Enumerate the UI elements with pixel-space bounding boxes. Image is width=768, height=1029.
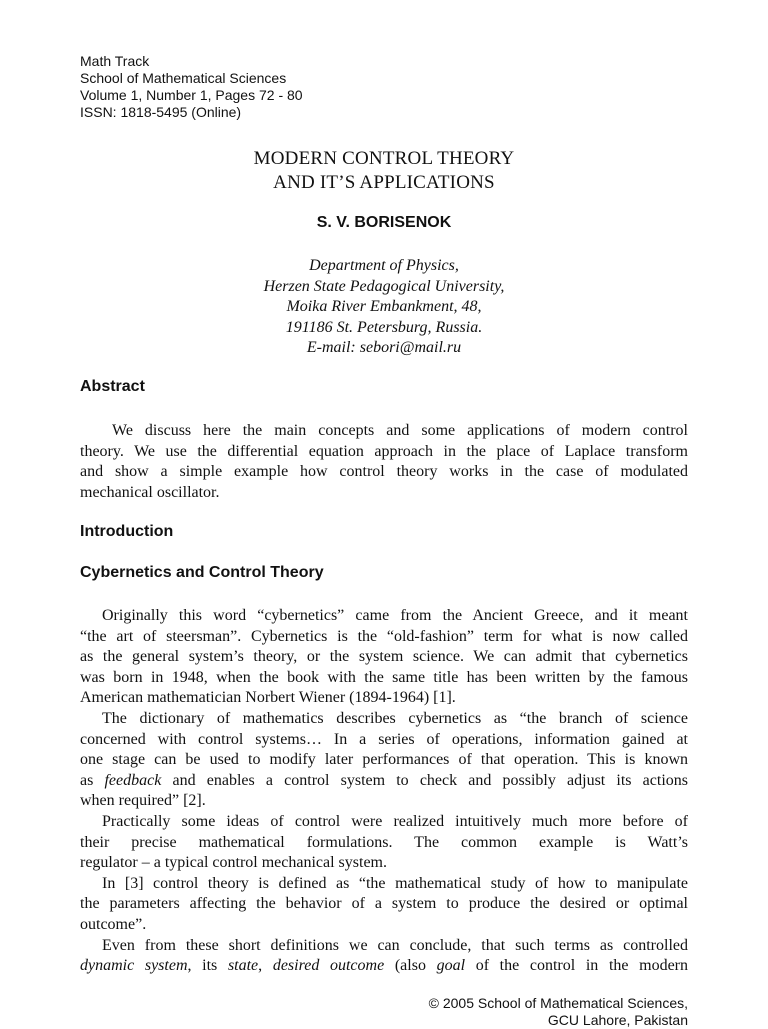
journal-header <box>80 53 303 121</box>
author-name: S. V. BORISENOK <box>316 214 452 231</box>
journal-name: Math Track <box>80 53 150 69</box>
text-run: , its <box>187 957 228 975</box>
affiliation <box>0 256 768 359</box>
body-line <box>80 771 688 792</box>
text-run: and enables a control system to check and possibly adjust its actions <box>161 771 689 789</box>
paper-title <box>0 147 768 195</box>
emphasis-feedback: feedback <box>104 771 162 789</box>
abstract-heading: Abstract <box>80 378 145 395</box>
section-body <box>80 606 688 977</box>
body-line: as the general system’s theory, or the system science. We can admit that cybernetics <box>80 648 688 666</box>
introduction-heading: Introduction <box>80 523 174 540</box>
section-heading: Cybernetics and Control Theory <box>80 564 324 581</box>
body-line: American mathematician Norbert Wiener (1894-1964) [1]. <box>80 689 456 707</box>
volume-info: Volume 1, Number 1, Pages 72 - 80 <box>80 87 303 103</box>
body-line: Practically some ideas of control were realized intuitively much more before of <box>102 812 688 830</box>
emphasis-desired-outcome: desired outcome <box>272 957 385 975</box>
abstract-line: and show a simple example how control theory works in the case of modulated <box>80 463 688 481</box>
title-line-2: AND IT’S APPLICATIONS <box>273 172 495 193</box>
issn-info: ISSN: 1818-5495 (Online) <box>80 104 242 120</box>
text-run: of the control in the modern <box>465 957 689 975</box>
abstract-line: We discuss here the main concepts and some applications of modern control <box>112 422 688 439</box>
body-line: Originally this word “cybernetics” came from the Ancient Greece, and it meant <box>102 607 688 624</box>
text-run: , <box>258 957 273 975</box>
body-line: “the art of steersman”. Cybernetics is the “old-fashion” term for what is now called <box>80 627 688 645</box>
body-line: In [3] control theory is defined as “the mathematical study of how to manipulate <box>102 874 688 892</box>
body-line: The dictionary of mathematics describes cybernetics as “the branch of science <box>102 709 688 727</box>
body-line: regulator – a typical control mechanical system. <box>80 854 387 872</box>
emphasis-goal: goal <box>436 957 466 975</box>
body-line: one stage can be used to modify later performances of that operation. This is known <box>80 751 688 769</box>
copyright-line: © 2005 School of Mathematical Sciences, <box>428 995 688 1011</box>
text-run: as <box>80 771 105 789</box>
body-line: outcome”. <box>80 915 147 933</box>
body-line: Even from these short definitions we can conclude, that such terms as controlled <box>102 936 688 954</box>
body-line <box>80 956 688 977</box>
emphasis-state: state <box>227 957 259 975</box>
affiliation-city: 191186 St. Petersburg, Russia. <box>285 318 483 336</box>
body-line: concerned with control systems… In a series of operations, information gained at <box>80 730 688 748</box>
school-name: School of Mathematical Sciences <box>80 70 287 86</box>
body-line: their precise mathematical formulations. The common example is Watt’s <box>80 833 688 851</box>
affiliation-street: Moika River Embankment, 48, <box>286 298 482 316</box>
abstract-line: mechanical oscillator. <box>80 483 220 501</box>
body-line: was born in 1948, when the book with the same title has been written by the famous <box>80 668 688 686</box>
text-run: (also <box>384 957 437 975</box>
body-line: the parameters affecting the behavior of a system to produce the desired or optimal <box>80 895 688 913</box>
affiliation-department: Department of Physics, <box>309 257 459 274</box>
body-line: when required” [2]. <box>80 792 206 810</box>
copyright-location: GCU Lahore, Pakistan <box>547 1012 688 1028</box>
abstract-paragraph <box>80 421 688 503</box>
title-line-1: MODERN CONTROL THEORY <box>253 148 515 169</box>
emphasis-dynamic-system: dynamic system <box>80 957 188 975</box>
affiliation-email: E-mail: sebori@mail.ru <box>306 339 462 357</box>
affiliation-university: Herzen State Pedagogical University, <box>263 277 505 295</box>
abstract-line: theory. We use the differential equation approach in the place of Laplace transform <box>80 442 688 460</box>
